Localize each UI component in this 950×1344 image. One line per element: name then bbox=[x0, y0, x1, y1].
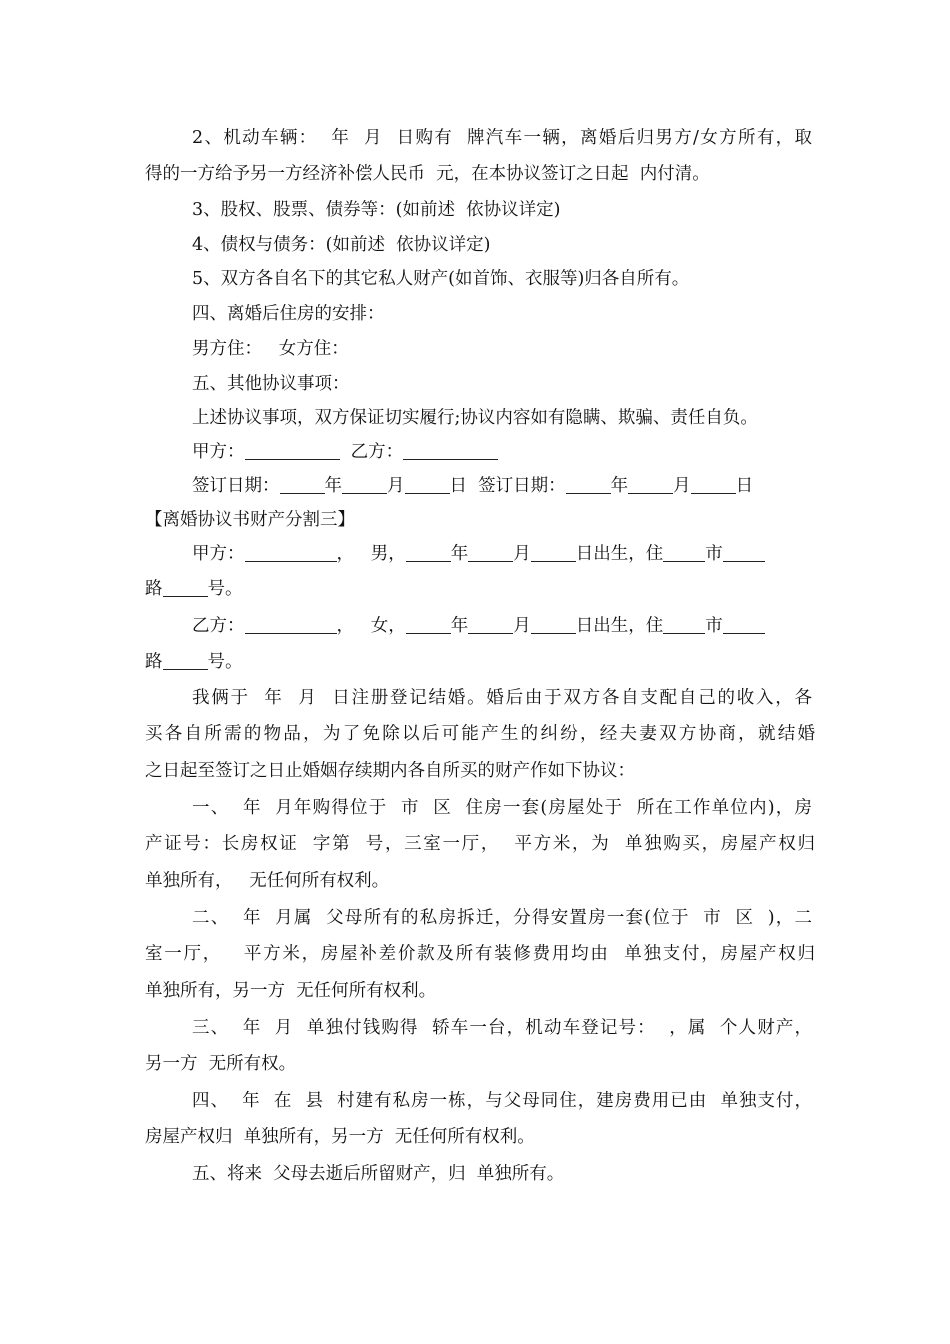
gender-label: ， 女， bbox=[336, 616, 406, 636]
text-line: 三、 年 月 单独付钱购得 轿车一台，机动车登记号： ，属 个人财产， bbox=[192, 1018, 812, 1038]
text-line: 上述协议事项，双方保证切实履行;协议内容如有隐瞒、欺骗、责任自负。 bbox=[192, 408, 758, 428]
text-line: 二、 年 月属 父母所有的私房拆迁，分得安置房一套(位于 市 区 )，二 bbox=[192, 908, 812, 928]
text-line: 一、 年 月年购得位于 市 区 住房一套(房屋处于 所在工作单位内)，房 bbox=[192, 798, 812, 818]
number-label: 号。 bbox=[207, 652, 243, 672]
text-line: 5、双方各自名下的其它私人财产(如首饰、衣服等)归各自所有。 bbox=[192, 269, 690, 289]
blank-underline bbox=[468, 543, 513, 562]
text-line: 得的一方给予另一方经济补偿人民币 元，在本协议签订之日起 内付清。 bbox=[145, 164, 710, 184]
party-b-address bbox=[145, 650, 815, 674]
text-line: 产证号：长房权证 字第 号，三室一厅， 平方米，为 单独购买，房屋产权归 bbox=[145, 834, 815, 854]
city-label: 市 bbox=[705, 616, 723, 636]
year-label: 年 bbox=[450, 616, 469, 636]
blank-underline bbox=[531, 615, 576, 634]
text-line: 另一方 无所有权。 bbox=[145, 1054, 297, 1074]
text-line: 房屋产权归 单独所有，另一方 无任何所有权利。 bbox=[145, 1127, 535, 1147]
blank-underline bbox=[245, 543, 337, 562]
road-label: 路 bbox=[145, 579, 163, 599]
text-line: 我俩于 年 月 日注册登记结婚。婚后由于双方各自支配自己的收入，各 bbox=[192, 688, 812, 708]
blank-underline bbox=[663, 543, 705, 562]
party-b-label: 乙方： bbox=[339, 442, 404, 462]
blank-underline bbox=[531, 543, 576, 562]
party-a-address bbox=[145, 577, 815, 601]
party-a-line bbox=[192, 542, 812, 566]
gender-label: ， 男， bbox=[336, 544, 406, 564]
year-label: 年 bbox=[610, 476, 629, 496]
sign-date-label: 日 签订日期： bbox=[449, 476, 566, 496]
blank-underline bbox=[403, 441, 498, 460]
road-label: 路 bbox=[145, 652, 163, 672]
blank-underline bbox=[245, 441, 340, 460]
blank-underline bbox=[468, 615, 513, 634]
city-label: 市 bbox=[705, 544, 723, 564]
blank-underline bbox=[723, 615, 765, 634]
blank-underline bbox=[163, 651, 208, 670]
text-line: 3、股权、股票、债券等：(如前述 依协议详定) bbox=[192, 200, 561, 220]
blank-underline bbox=[691, 475, 736, 494]
text-line: 五、将来 父母去逝后所留财产，归 单独所有。 bbox=[192, 1164, 565, 1184]
text-line: 单独所有， 无任何所有权利。 bbox=[145, 871, 390, 891]
blank-underline bbox=[280, 475, 325, 494]
text-line: 四、离婚后住房的安排： bbox=[192, 304, 385, 324]
blank-underline bbox=[723, 543, 765, 562]
blank-underline bbox=[163, 578, 208, 597]
birth-label: 日出生，住 bbox=[575, 544, 664, 564]
month-label: 月 bbox=[513, 616, 531, 636]
text-line: 买各自所需的物品，为了免除以后可能产生的纠纷，经夫妻双方协商，就结婚 bbox=[145, 724, 815, 744]
text-line: 之日起至签订之日止婚姻存续期内各自所买的财产作如下协议： bbox=[145, 761, 635, 781]
blank-underline bbox=[628, 475, 673, 494]
birth-label: 日出生，住 bbox=[575, 616, 664, 636]
month-label: 月 bbox=[673, 476, 691, 496]
text-line: 单独所有，另一方 无任何所有权利。 bbox=[145, 981, 437, 1001]
blank-underline bbox=[342, 475, 387, 494]
blank-underline bbox=[406, 543, 451, 562]
blank-underline bbox=[245, 615, 337, 634]
party-b-line bbox=[192, 614, 812, 638]
text-line: 五、其他协议事项： bbox=[192, 374, 350, 394]
blank-underline bbox=[405, 475, 450, 494]
text-line: 2、机动车辆： 年 月 日购有 牌汽车一辆，离婚后归男方/女方所有，取 bbox=[192, 128, 812, 148]
number-label: 号。 bbox=[207, 579, 243, 599]
party-a-label: 甲方： bbox=[192, 544, 245, 564]
party-a-label: 甲方： bbox=[192, 442, 245, 462]
month-label: 月 bbox=[387, 476, 405, 496]
text-line: 室一厅， 平方米，房屋补差价款及所有装修费用均由 单独支付，房屋产权归 bbox=[145, 944, 815, 964]
sign-date-label: 签订日期： bbox=[192, 476, 280, 496]
section-title: 【离婚协议书财产分割三】 bbox=[145, 510, 355, 530]
year-label: 年 bbox=[450, 544, 469, 564]
blank-underline bbox=[566, 475, 611, 494]
text-line: 四、 年 在 县 村建有私房一栋，与父母同住，建房费用已由 单独支付， bbox=[192, 1091, 812, 1111]
text-line: 男方住： 女方住： bbox=[192, 339, 349, 359]
year-label: 年 bbox=[324, 476, 342, 496]
date-line bbox=[192, 474, 812, 498]
blank-underline bbox=[406, 615, 451, 634]
blank-underline bbox=[663, 615, 705, 634]
day-label: 日 bbox=[735, 476, 754, 496]
month-label: 月 bbox=[513, 544, 531, 564]
party-b-label: 乙方： bbox=[192, 616, 245, 636]
text-line: 4、债权与债务：(如前述 依协议详定) bbox=[192, 235, 491, 255]
signature-line bbox=[192, 440, 812, 464]
